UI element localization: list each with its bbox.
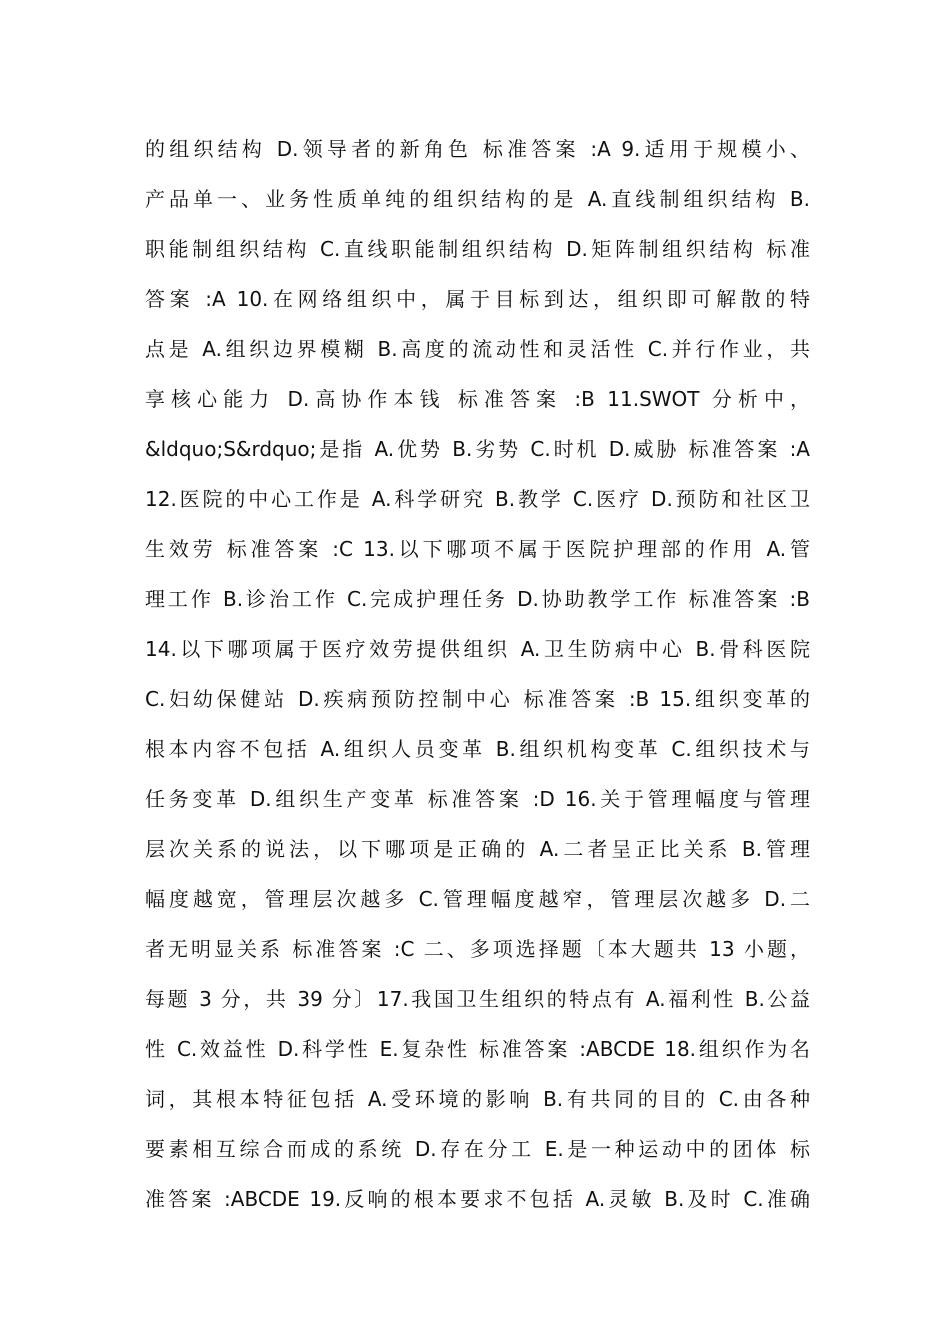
text-line: 词，其根本特征包括 A.受环境的影响 B.有共同的目的 C.由各种 (145, 1087, 810, 1111)
text-line: 任务变革 D.组织生产变革 标准答案 :D 16.关于管理幅度与管理 (145, 787, 810, 811)
text-line: 幅度越宽，管理层次越多 C.管理幅度越窄，管理层次越多 D.二 (145, 887, 810, 911)
text-line: 点是 A.组织边界模糊 B.高度的流动性和灵活性 C.并行作业，共 (145, 337, 810, 361)
text-line: 12.医院的中心工作是 A.科学研究 B.教学 C.医疗 D.预防和社区卫 (145, 487, 810, 511)
text-line: 层次关系的说法，以下哪项是正确的 A.二者呈正比关系 B.管理 (145, 837, 810, 861)
text-line: 的组织结构 D.领导者的新角色 标准答案 :A 9.适用于规模小、 (145, 137, 810, 161)
text-line: 职能制组织结构 C.直线职能制组织结构 D.矩阵制组织结构 标准 (145, 237, 810, 261)
document-body (145, 124, 810, 1224)
text-line: 答案 :A 10.在网络组织中，属于目标到达，组织即可解散的特 (145, 287, 810, 311)
text-line: C.妇幼保健站 D.疾病预防控制中心 标准答案 :B 15.组织变革的 (145, 687, 810, 711)
text-line: 根本内容不包括 A.组织人员变革 B.组织机构变革 C.组织技术与 (145, 737, 810, 761)
text-line: 产品单一、业务性质单纯的组织结构的是 A.直线制组织结构 B. (145, 187, 810, 211)
text-line: 14.以下哪项属于医疗效劳提供组织 A.卫生防病中心 B.骨科医院 (145, 637, 810, 661)
text-line: 生效劳 标准答案 :C 13.以下哪项不属于医院护理部的作用 A.管 (145, 537, 810, 561)
text-line: 享核心能力 D.高协作本钱 标准答案 :B 11.SWOT 分析中， (145, 387, 810, 411)
text-line: 要素相互综合而成的系统 D.存在分工 E.是一种运动中的团体 标 (145, 1137, 810, 1161)
text-line: 性 C.效益性 D.科学性 E.复杂性 标准答案 :ABCDE 18.组织作为名 (145, 1037, 810, 1061)
text-line: 准答案 :ABCDE 19.反响的根本要求不包括 A.灵敏 B.及时 C.准确 (145, 1187, 810, 1211)
text-line: 者无明显关系 标准答案 :C 二、多项选择题〔本大题共 13 小题， (145, 937, 810, 961)
text-line: &ldquo;S&rdquo;是指 A.优势 B.劣势 C.时机 D.威胁 标准答案 :A (145, 437, 810, 461)
text-line: 每题 3 分，共 39 分〕17.我国卫生组织的特点有 A.福利性 B.公益 (145, 987, 810, 1011)
text-line: 理工作 B.诊治工作 C.完成护理任务 D.协助教学工作 标准答案 :B (145, 587, 810, 611)
